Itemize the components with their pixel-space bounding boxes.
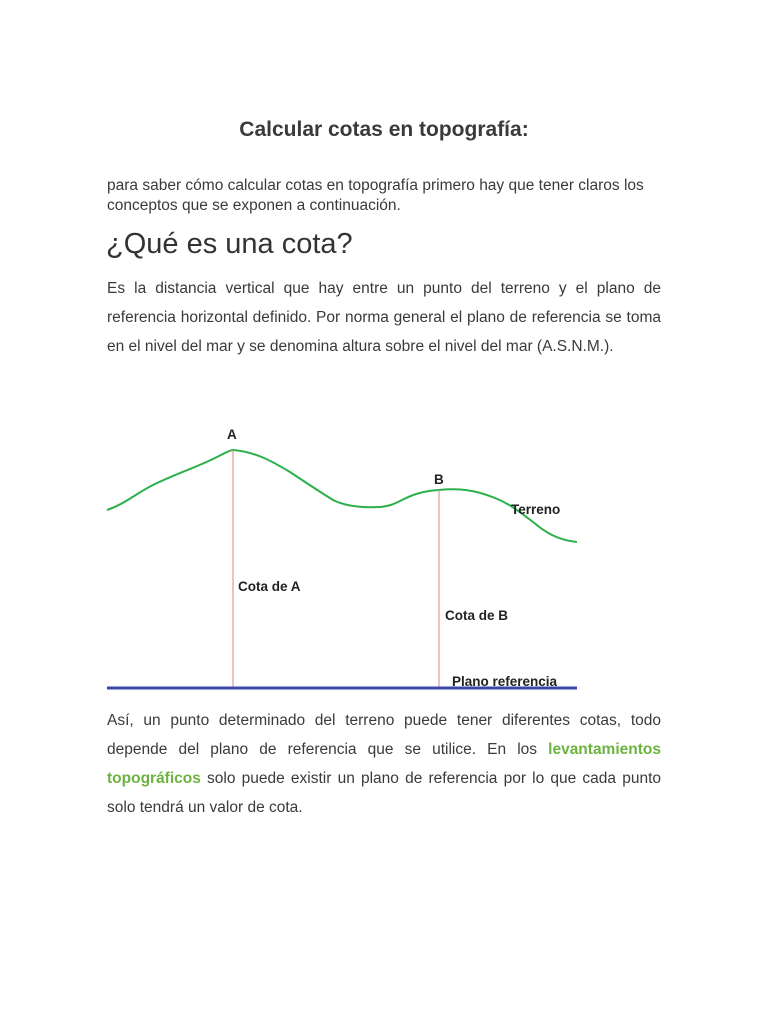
- cota-b-label: Cota de B: [445, 608, 509, 623]
- cota-diagram: [105, 420, 581, 695]
- intro-paragraph: para saber cómo calcular cotas en topografía primero hay que tener claros los conceptos que se exponen a continuación.: [107, 177, 644, 214]
- section-heading: ¿Qué es una cota?: [106, 228, 353, 260]
- point-b-label: B: [434, 472, 444, 487]
- cota-diagram-svg: [105, 420, 581, 695]
- terrain-label: Terreno: [511, 502, 561, 517]
- point-a-label: A: [227, 427, 237, 442]
- cota-a-label: Cota de A: [238, 579, 301, 594]
- levantamientos-link[interactable]: levantamientos topográficos: [107, 741, 661, 787]
- terrain-curve: [107, 450, 577, 542]
- conclusion-paragraph: [107, 706, 661, 822]
- reference-plane-label: Plano referencia: [452, 674, 558, 689]
- definition-paragraph: Es la distancia vertical que hay entre un punto del terreno y el plano de referencia horizontal definido. Por norma general el plano de referencia se toma en el nivel del mar y se denomina altura sobre el nivel del mar (A.S.N.M.).: [107, 280, 661, 355]
- page-title: Calcular cotas en topografía:: [239, 118, 529, 141]
- conclusion-text-after-link: solo puede existir un plano de referencia por lo que cada punto solo tendrá un valor de cota.: [107, 770, 661, 816]
- conclusion-text-before-link: Así, un punto determinado del terreno puede tener diferentes cotas, todo depende del plano de referencia que se utilice. En los: [107, 712, 661, 758]
